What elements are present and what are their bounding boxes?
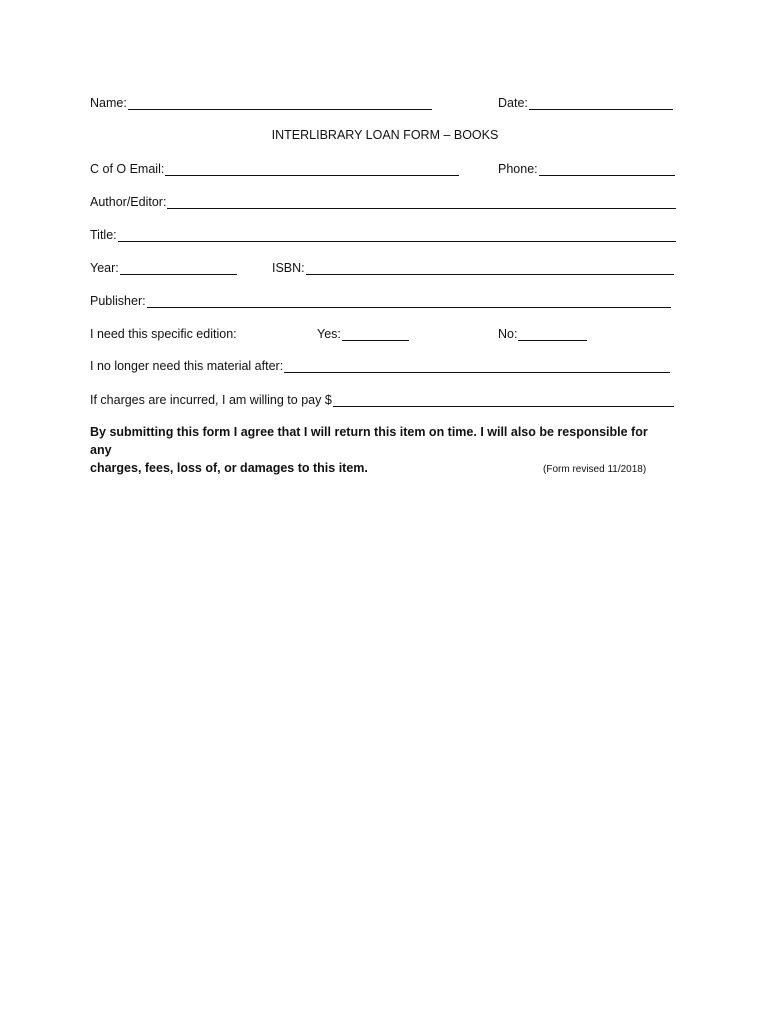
agreement-line-2-wrap [90,459,670,477]
phone-line[interactable] [539,160,675,176]
isbn-line[interactable] [306,259,674,275]
no-longer-field[interactable] [90,355,670,375]
title-row [90,224,680,244]
date-line[interactable] [529,94,673,110]
year-isbn-row [90,257,680,277]
phone-label: Phone: [498,162,538,176]
publisher-field[interactable] [90,290,671,310]
charges-line[interactable] [333,391,674,407]
author-row [90,191,680,211]
title-field[interactable] [90,224,676,244]
agreement-text [90,423,670,477]
form-revised-note: (Form revised 11/2018) [543,464,647,475]
title-label: Title: [90,228,117,242]
yes-label: Yes: [317,327,341,341]
email-field[interactable] [90,158,459,178]
charges-field[interactable] [90,389,674,409]
publisher-line[interactable] [147,292,671,308]
edition-yes-field[interactable] [317,323,409,343]
yes-line[interactable] [342,325,409,341]
email-line[interactable] [165,160,459,176]
isbn-label: ISBN: [272,261,305,275]
author-label: Author/Editor: [90,195,167,209]
name-line[interactable] [128,94,432,110]
author-field[interactable] [90,191,676,211]
isbn-field[interactable] [272,257,674,277]
year-field[interactable] [90,257,237,277]
agreement-line-1: By submitting this form I agree that I will return this item on time. I will also be responsible for any [90,425,648,457]
name-label: Name: [90,96,127,110]
name-field[interactable] [90,92,432,112]
name-date-row [90,92,680,112]
author-line[interactable] [167,193,676,209]
email-label: C of O Email: [90,162,165,176]
publisher-label: Publisher: [90,294,146,308]
edition-question [90,323,270,343]
charges-label: If charges are incurred, I am willing to pay $ [90,393,332,407]
charges-row [90,389,680,409]
date-label: Date: [498,96,528,110]
title-line[interactable] [118,226,676,242]
form-title: INTERLIBRARY LOAN FORM – BOOKS [271,128,499,142]
agreement-line-2: charges, fees, loss of, or damages to this item. [90,461,368,475]
email-phone-row [90,158,680,178]
no-line[interactable] [518,325,587,341]
edition-label: I need this specific edition: [90,327,237,341]
edition-row [90,323,680,343]
no-longer-row [90,355,680,375]
phone-field[interactable] [498,158,675,178]
no-label: No: [498,327,518,341]
no-longer-line[interactable] [284,357,670,373]
year-label: Year: [90,261,119,275]
date-field[interactable] [498,92,673,112]
edition-no-field[interactable] [498,323,587,343]
no-longer-label: I no longer need this material after: [90,359,284,373]
year-line[interactable] [120,259,237,275]
publisher-row [90,290,680,310]
